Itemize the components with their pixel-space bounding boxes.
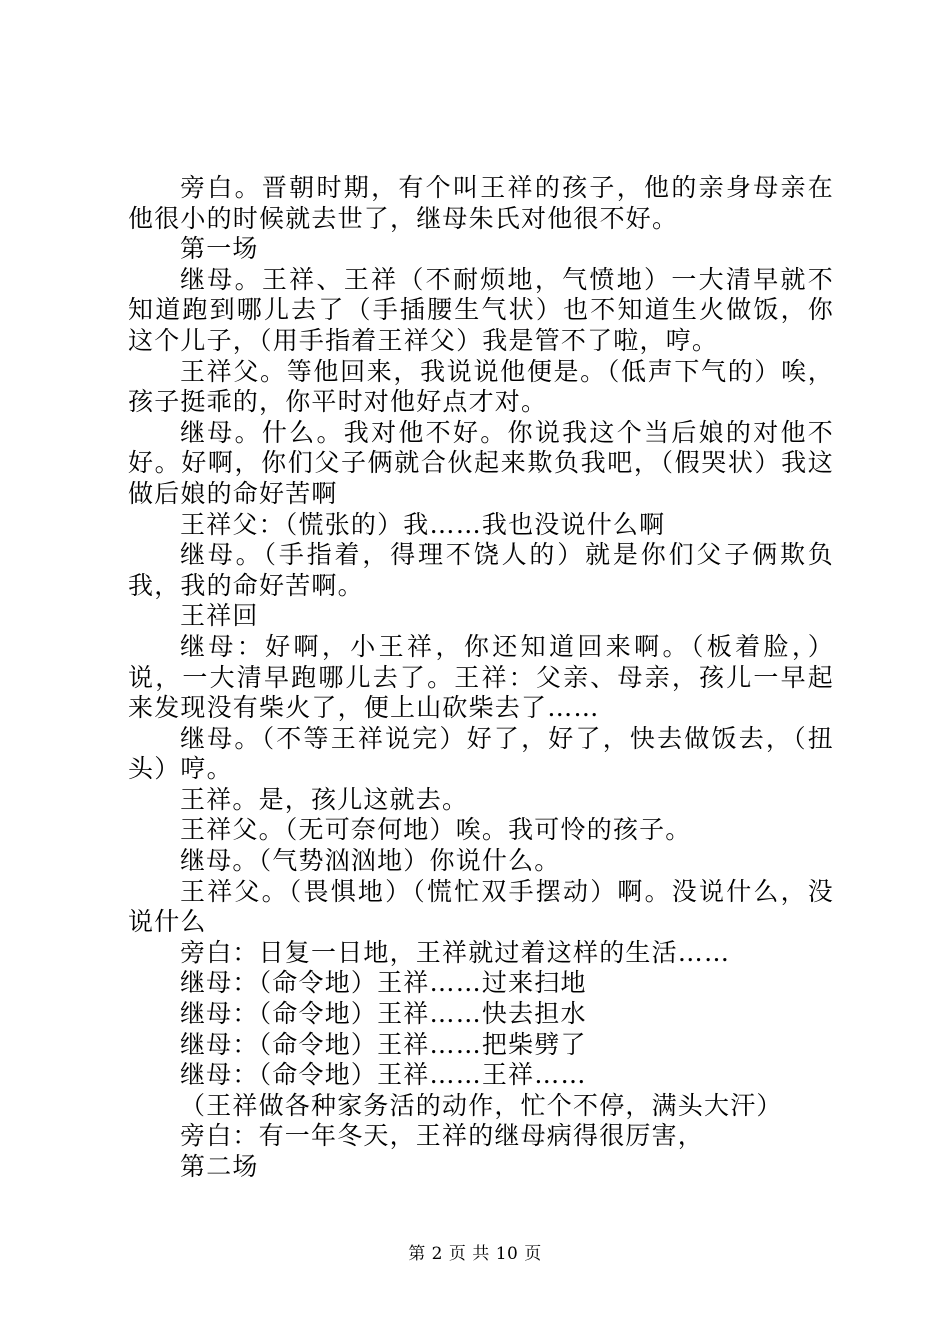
- paragraph-stepmother-line-5: 继母。（不等王祥说完）好了，好了，快去做饭去，（扭头）哼。: [128, 723, 834, 784]
- paragraph-stepmother-line-3: 继母。（手指着，得理不饶人的）就是你们父子俩欺负我，我的命好苦啊。: [128, 540, 834, 600]
- paragraph-father-line-2: 王祥父：（慌张的）我……我也没说什么啊: [180, 509, 666, 539]
- paragraph-narration-daily: 旁白：日复一日地，王祥就过着这样的生活……: [180, 937, 731, 967]
- paragraph-stepmother-order-4: 继母：（命令地）王祥……王祥……: [180, 1060, 587, 1090]
- page-number-footer: 第 2 页 共 10 页: [408, 1244, 542, 1264]
- paragraph-stepmother-line-1: 继母。王祥、王祥（不耐烦地，气愤地）一大清早就不知道跑到哪儿去了（手插腰生气状）也不知道生火做饭，你这个儿子，（用手指着王祥父）我是管不了啦，哼。: [128, 264, 834, 355]
- paragraph-stepmother-order-1: 继母：（命令地）王祥……过来扫地: [180, 968, 587, 998]
- paragraph-stepmother-order-3: 继母：（命令地）王祥……把柴劈了: [180, 1029, 587, 1059]
- paragraph-wangxiang-returns: 王祥回: [180, 601, 259, 631]
- paragraph-stepmother-line-4: 继母：好啊，小王祥，你还知道回来啊。（板着脸，）说，一大清早跑哪儿去了。王祥：父亲、母亲，孩儿一早起来发现没有柴火了，便上山砍柴去了……: [128, 631, 834, 723]
- paragraph-father-line-4: 王祥父。（畏惧地）（慌忙双手摆动）啊。没说什么，没说什么: [128, 876, 834, 937]
- paragraph-narration-intro: 旁白。晋朝时期，有个叫王祥的孩子，他的亲身母亲在他很小的时候就去世了，继母朱氏对他很不好。: [128, 173, 834, 233]
- paragraph-stepmother-line-6: 继母。（气势汹汹地）你说什么。: [180, 846, 561, 876]
- paragraph-stepmother-line-2: 继母。什么。我对他不好。你说我这个当后娘的对他不好。好啊，你们父子俩就合伙起来欺负我吧，（假哭状）我这做后娘的命好苦啊: [128, 417, 834, 508]
- document-body: [128, 173, 834, 1183]
- paragraph-stepmother-order-2: 继母：（命令地）王祥……快去担水: [180, 999, 587, 1029]
- paragraph-wangxiang-line-1: 王祥。是，孩儿这就去。: [180, 784, 469, 814]
- paragraph-scene-two-heading: 第二场: [180, 1152, 259, 1181]
- paragraph-father-line-3: 王祥父。（无可奈何地）唉。我可怜的孩子。: [180, 815, 692, 845]
- paragraph-stage-direction-chores: （王祥做各种家务活的动作，忙个不停，满头大汗）: [180, 1090, 783, 1120]
- paragraph-narration-winter: 旁白：有一年冬天，王祥的继母病得很厉害，: [180, 1121, 705, 1151]
- paragraph-scene-one-heading: 第一场: [180, 234, 259, 264]
- paragraph-father-line-1: 王祥父。等他回来，我说说他便是。（低声下气的）唉，孩子挺乖的，你平时对他好点才对。: [128, 356, 834, 417]
